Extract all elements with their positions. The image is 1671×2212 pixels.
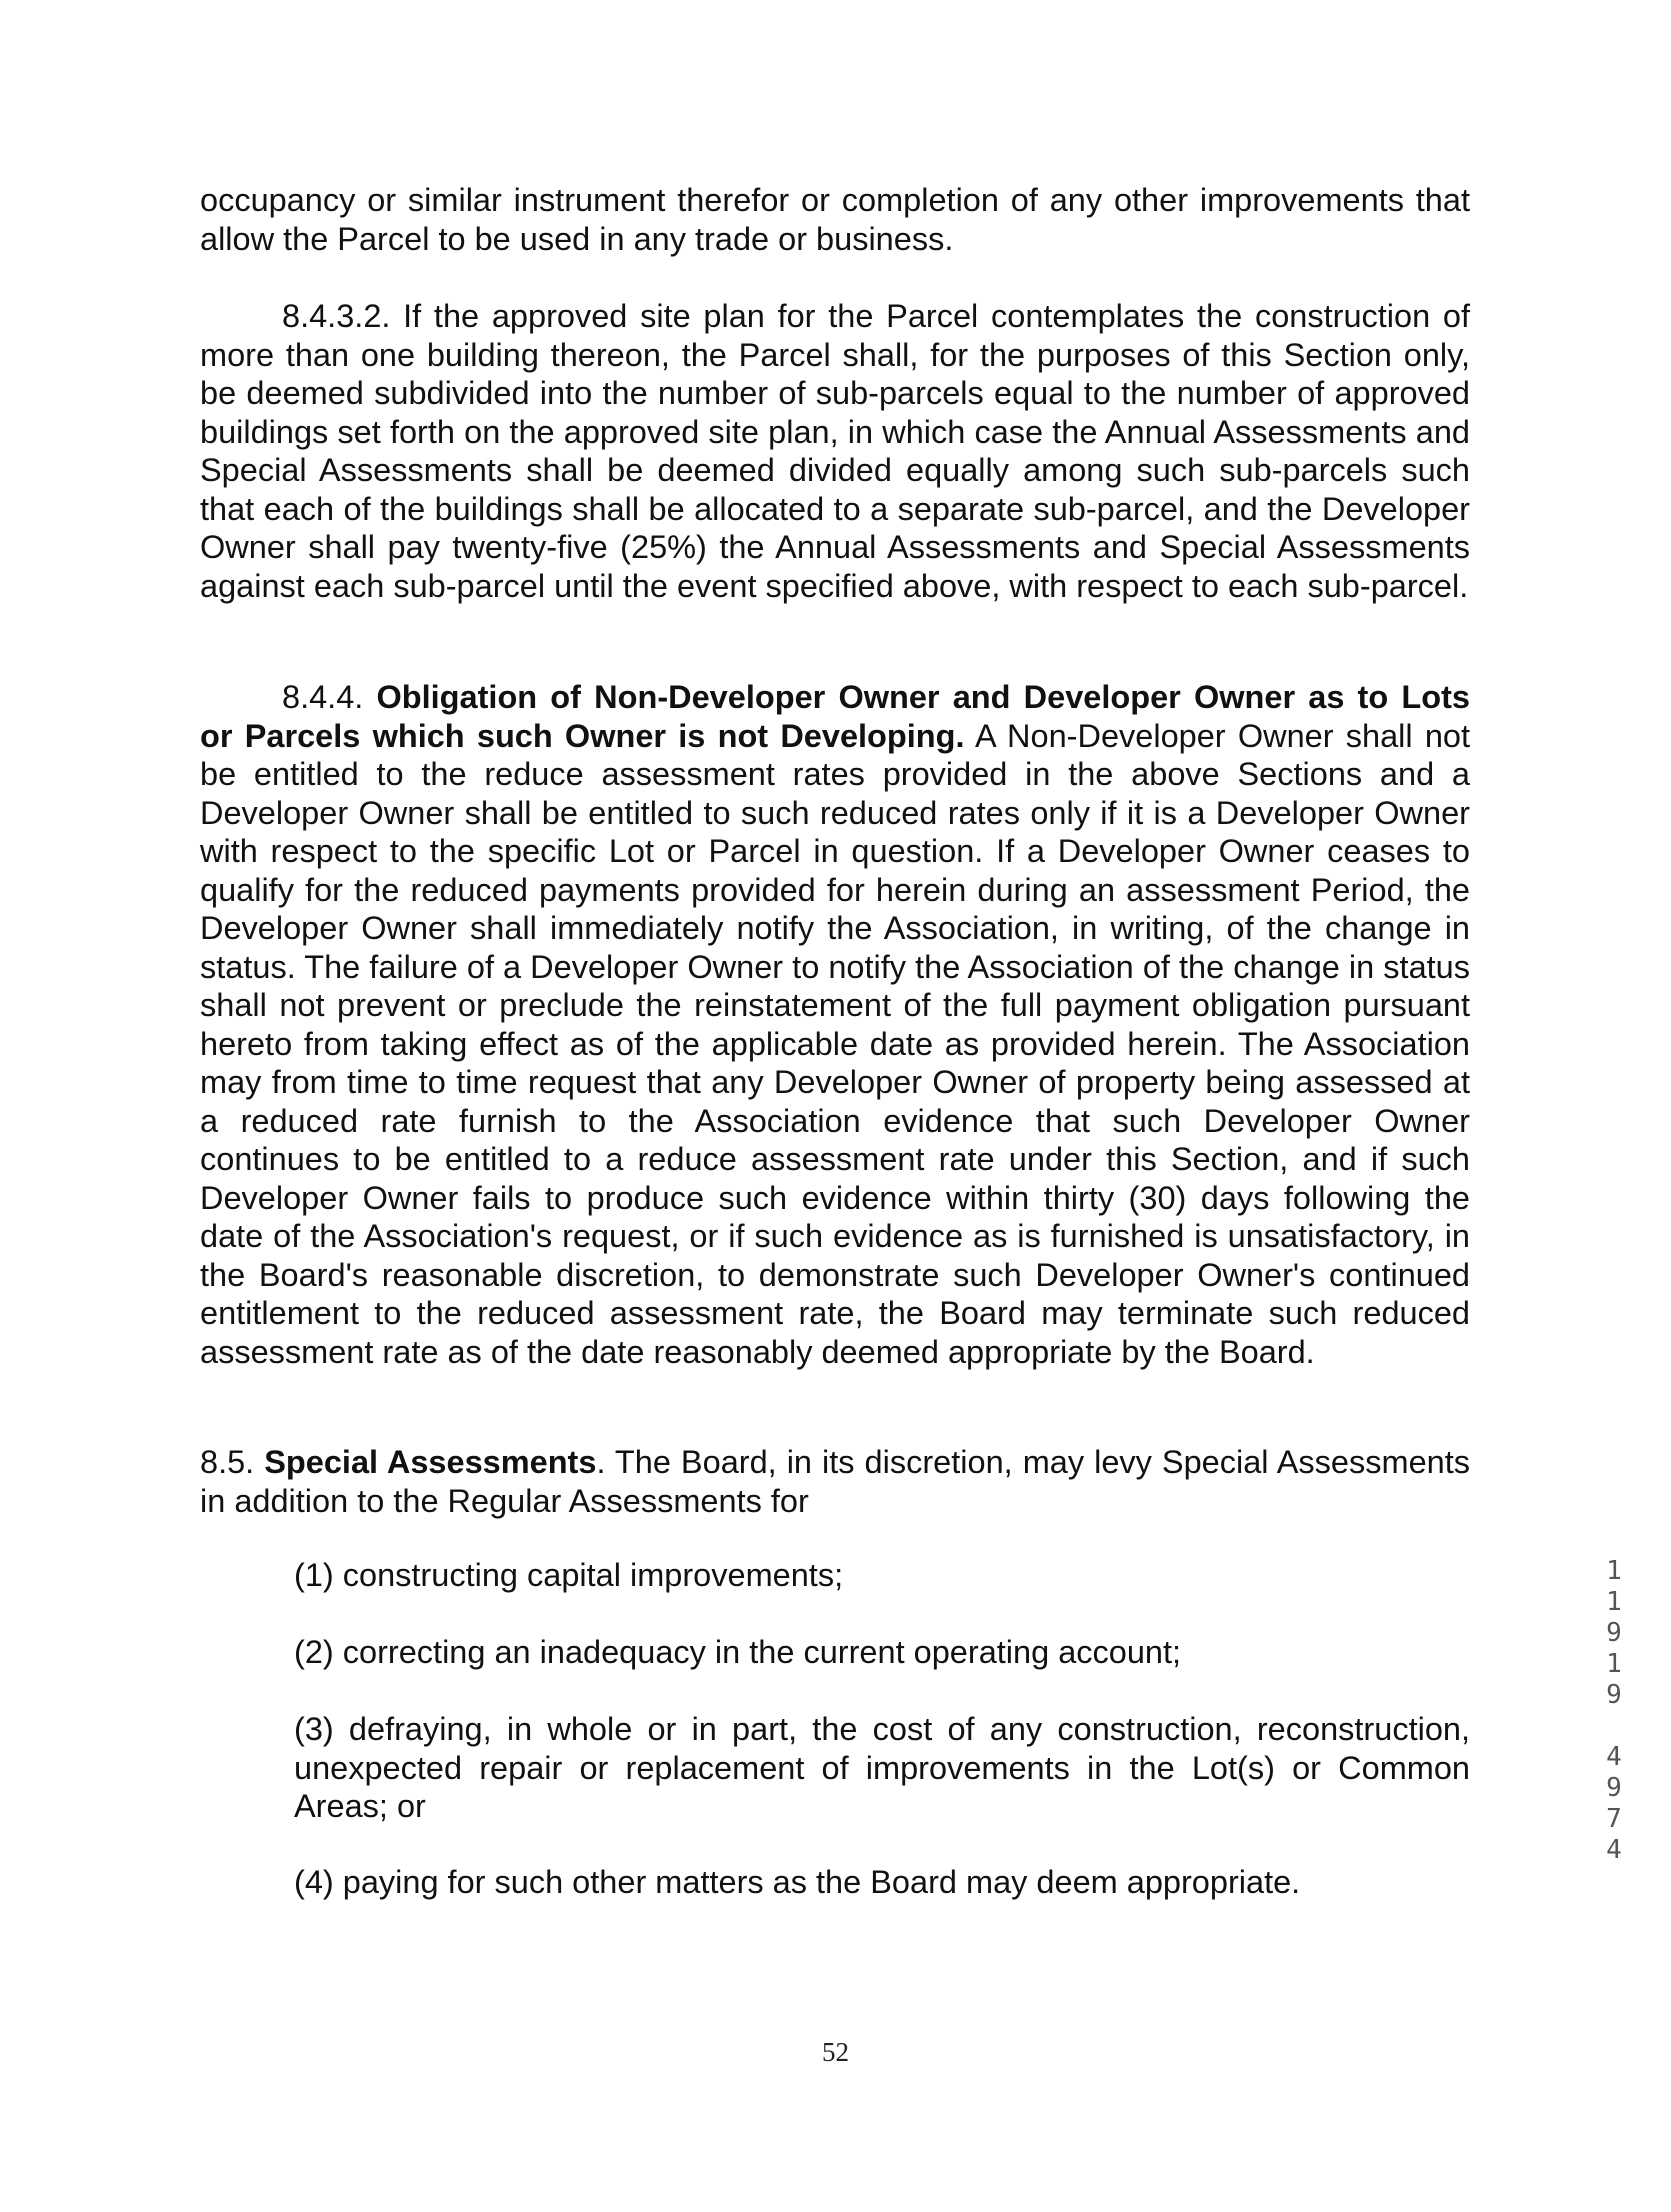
stamp-digit: 1: [1606, 1649, 1622, 1679]
paragraph-8-4-4: [200, 678, 1470, 1371]
stamp-gap: [1594, 1711, 1634, 1742]
list-item: [294, 1710, 1470, 1826]
list-item: [294, 1633, 1470, 1672]
list-item-text: (1) constructing capital improvements;: [294, 1557, 844, 1593]
list-item: [294, 1556, 1470, 1595]
recording-stamp: [1594, 1556, 1634, 1866]
stamp-digit: 1: [1606, 1587, 1622, 1617]
paragraph-8-4-3-2: [200, 297, 1470, 605]
stamp-digit: 7: [1606, 1804, 1622, 1834]
list-item-text: (2) correcting an inadequacy in the current operating account;: [294, 1634, 1182, 1670]
stamp-digit: 4: [1606, 1835, 1622, 1865]
section-number: 8.4.4.: [282, 679, 364, 715]
list-item: [294, 1863, 1470, 1902]
stamp-digit: 1: [1606, 1556, 1622, 1586]
section-body: . The Board, in its discretion, may levy Special Assessments in addition to the Regular Assessments for: [200, 1444, 1470, 1519]
page-number: 52: [822, 2037, 849, 2067]
paragraph-text: [200, 678, 1470, 1371]
stamp-digit: 4: [1606, 1742, 1622, 1772]
list-item-text: (3) defraying, in whole or in part, the cost of any construction, reconstruction, unexpected repair or replacement of improvements in the Lot(s) or Common Areas; or: [294, 1711, 1470, 1824]
list-item-text: (4) paying for such other matters as the Board may deem appropriate.: [294, 1864, 1301, 1900]
paragraph-text: 8.4.3.2. If the approved site plan for the Parcel contemplates the construction of more than one building thereon, the Parcel shall, for the purposes of this Section only, be deemed subdivided into the number of sub-parcels equal to the number of approved buildings set forth on the approved site plan, in which case the Annual Assessments and Special Assessments shall be deemed divided equally among such sub-parcels such that each of the buildings shall be allocated to a separate sub-parcel, and the Developer Owner shall pay twenty-five (25%) the Annual Assessments and Special Assessments against each sub-parcel until the event specified above, with respect to each sub-parcel.: [200, 298, 1470, 604]
paragraph-text: [200, 1443, 1470, 1520]
paragraph-continuation: [200, 181, 1470, 258]
section-body: A Non-Developer Owner shall not be entitled to the reduce assessment rates provided in the above Sections and a Developer Owner shall be entitled to such reduced rates only if it is a Developer Owner with respect to the specific Lot or Parcel in question. If a Developer Owner ceases to qualify for the reduced payments provided for herein during an assessment Period, the Developer Owner shall immediately notify the Association, in writing, of the change in status. The failure of a Developer Owner to notify the Association of the change in status shall not prevent or preclude the reinstatement of the full payment obligation pursuant hereto from taking effect as of the applicable date as provided herein. The Association may from time to time request that any Developer Owner of property being assessed at a reduced rate furnish to the Association evidence that such Developer Owner continues to be entitled to a reduce assessment rate under this Section, and if such Developer Owner fails to produce such evidence within thirty (30) days following the date of the Association's request, or if such evidence as is furnished is unsatisfactory, in the Board's reasonable discretion, to demonstrate such Developer Owner's continued entitlement to the reduced assessment rate, the Board may terminate such reduced assessment rate as of the date reasonably deemed appropriate by the Board.: [200, 717, 1470, 1370]
section-number: 8.5.: [200, 1444, 255, 1480]
section-heading: Obligation of Non-Developer Owner and Developer Owner as to Lots or Parcels which such Owner is not Developing.: [200, 679, 1470, 754]
stamp-digit: 9: [1606, 1618, 1622, 1648]
paragraph-text: occupancy or similar instrument therefor or completion of any other improvements that allow the Parcel to be used in any trade or business.: [200, 182, 1470, 257]
stamp-digit: 9: [1606, 1680, 1622, 1710]
paragraph-8-5: [200, 1443, 1470, 1520]
section-heading: Special Assessments: [264, 1444, 597, 1480]
stamp-digit: 9: [1606, 1773, 1622, 1803]
